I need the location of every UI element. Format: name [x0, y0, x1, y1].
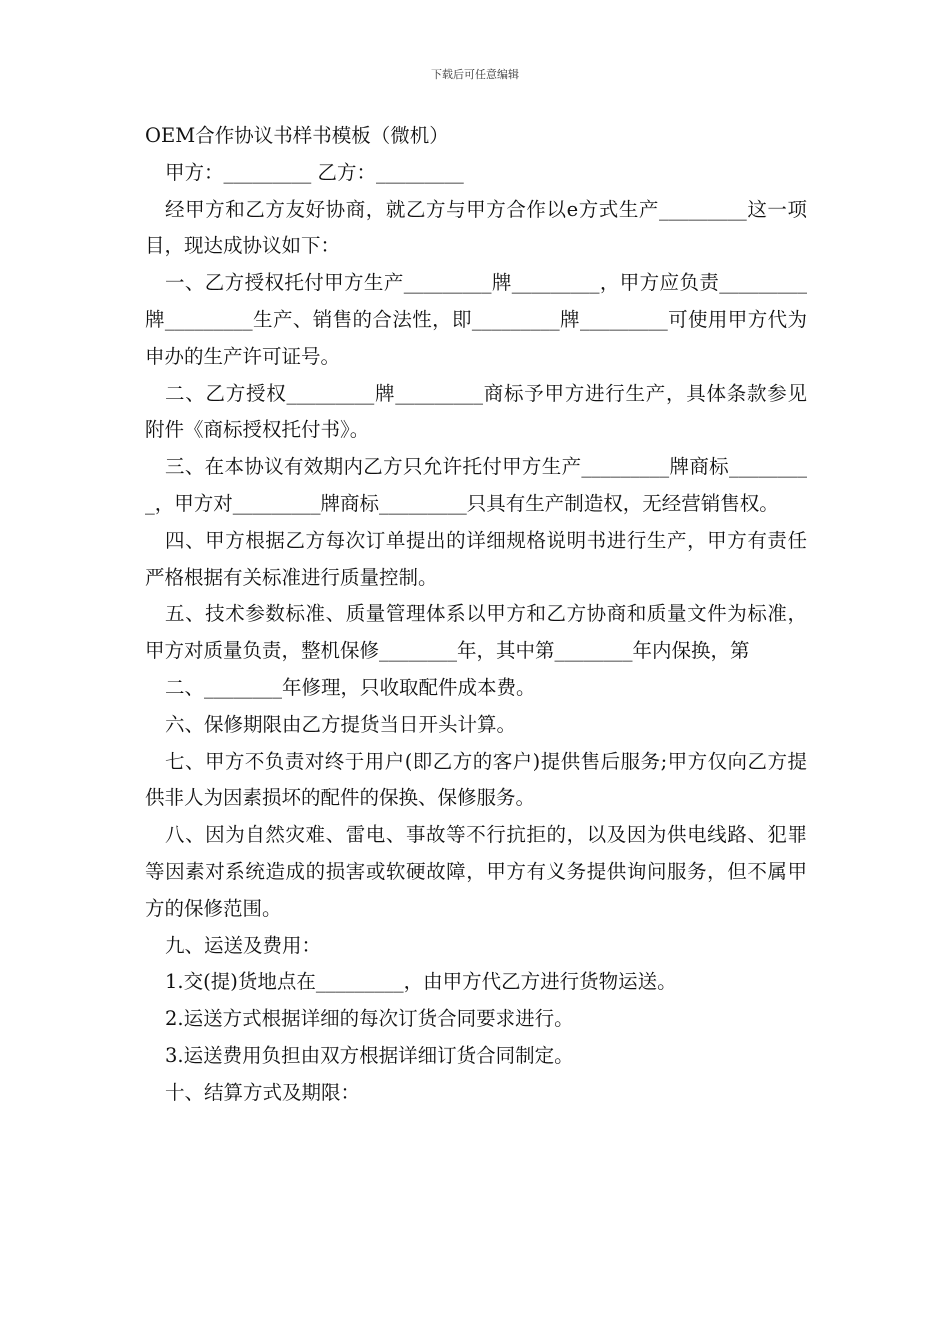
clause-9-item-1: 1.交(提)货地点在_________，由甲方代乙方进行货物运送。	[165, 970, 677, 994]
clause-9-item-3: 3.运送费用负担由双方根据详细订货合同制定。	[165, 1043, 574, 1067]
clause-7: 七、甲方不负责对终于用户(即乙方的客户)提供售后服务;甲方仅向乙方提供非人为因素损坏的配件的保换、保修服务。	[145, 749, 807, 810]
clause-8: 八、因为自然灾难、雷电、事故等不行抗拒的，以及因为供电线路、犯罪等因素对系统造成的损害或软硬故障，甲方有义务提供询问服务，但不属甲方的保修范围。	[145, 823, 807, 920]
clause-2: 二、乙方授权_________牌_________商标予甲方进行生产，具体条款参见附件《商标授权托付书》。	[145, 381, 807, 442]
document-title: OEM合作协议书样书模板（微机）	[145, 124, 449, 147]
document-body	[145, 118, 807, 1112]
parties-line: 甲方：_________ 乙方：_________	[165, 160, 464, 184]
clause-9-item-2: 2.运送方式根据详细的每次订货合同要求进行。	[165, 1007, 574, 1031]
header-note: 下载后可任意编辑	[431, 68, 519, 81]
clause-3: 三、在本协议有效期内乙方只允许托付甲方生产_________牌商标_________，甲方对_________牌商标_________只具有生产制造权，无经营销售权。	[145, 455, 807, 515]
clause-10-heading: 十、结算方式及期限：	[165, 1080, 361, 1104]
clause-1: 一、乙方授权托付甲方生产_________牌_________，甲方应负责_________牌_________生产、销售的合法性，即_________牌_________可使用甲方代为申办的生产许可证号。	[145, 271, 807, 368]
clause-5: 五、技术参数标准、质量管理体系以甲方和乙方协商和质量文件为标准，甲方对质量负责，整机保修________年，其中第________年内保换，第	[145, 602, 807, 663]
clause-9-heading: 九、运送及费用：	[165, 933, 322, 957]
clause-5-continued: 二、________年修理，只收取配件成本费。	[165, 675, 536, 699]
clause-6: 六、保修期限由乙方提货当日开头计算。	[165, 712, 517, 736]
preamble-paragraph: 经甲方和乙方友好协商，就乙方与甲方合作以e方式生产_________这一项目，现达成协议如下：	[145, 197, 807, 258]
clause-4: 四、甲方根据乙方每次订单提出的详细规格说明书进行生产，甲方有责任严格根据有关标准进行质量控制。	[145, 528, 807, 589]
